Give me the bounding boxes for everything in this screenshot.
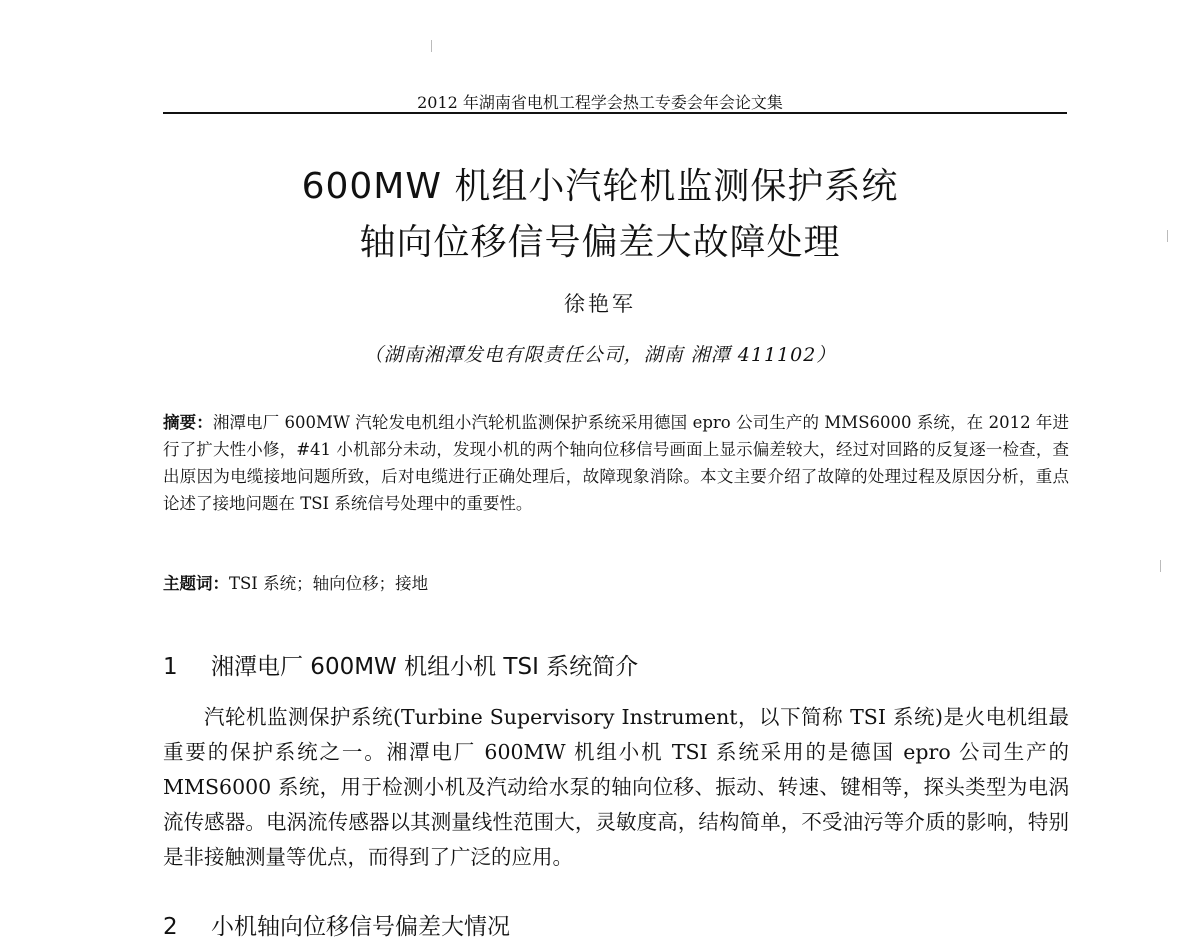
author: 徐艳军 <box>564 292 636 316</box>
paper-title-line-2: 轴向位移信号偏差大故障处理 <box>359 222 841 263</box>
keywords-label: 主题词： <box>163 574 229 593</box>
abstract <box>163 409 1069 517</box>
scan-speck <box>1160 560 1161 572</box>
section-2-heading <box>163 908 510 941</box>
section-1-heading <box>163 648 638 681</box>
section-1-title: 湘潭电厂 600MW 机组小机 TSI 系统简介 <box>211 654 639 680</box>
section-1-number: 1 <box>163 654 178 680</box>
affiliation: （湖南湘潭发电有限责任公司，湖南 湘潭 411102） <box>363 344 837 366</box>
section-2-number: 2 <box>163 914 178 940</box>
running-header: 2012 年湖南省电机工程学会热工专委会年会论文集 <box>417 93 783 112</box>
section-2-title: 小机轴向位移信号偏差大情况 <box>211 914 510 940</box>
keywords-text: TSI 系统；轴向位移；接地 <box>229 574 429 593</box>
abstract-text: 湘潭电厂 600MW 汽轮发电机组小汽轮机监测保护系统采用德国 epro 公司生产的 MMS6000 系统，在 2012 年进行了扩大性小修，#41 小机部分未动，发现小机的两个轴向位移信号画面上显示偏差较大，经过对回路的反复逐一检查，查出原因为电缆接地问题所致，后对电缆进行正确处理后，故障现象消除。本文主要介绍了故障的处理过程及原因分析，重点论述了接地问题在 TSI 系统信号处理中的重要性。 <box>163 413 1070 513</box>
section-1-paragraph: 汽轮机监测保护系统(Turbine Supervisory Instrument，以下简称 TSI 系统)是火电机组最重要的保护系统之一。湘潭电厂 600MW 机组小机 TSI 系统采用的是德国 epro 公司生产的 MMS6000 系统，用于检测小机及汽动给水泵的轴向位移、振动、转速、键相等，探头类型为电涡流传感器。电涡流传感器以其测量线性范围大，灵敏度高，结构简单，不受油污等介质的影响，特别是非接触测量等优点，而得到了广泛的应用。 <box>163 705 1069 869</box>
scan-speck <box>431 40 432 52</box>
scan-speck <box>1167 230 1168 242</box>
paper-title-line-1: 600MW 机组小汽轮机监测保护系统 <box>301 166 899 207</box>
keywords <box>163 570 1069 597</box>
header-rule <box>163 112 1067 114</box>
abstract-label: 摘要： <box>163 413 213 432</box>
